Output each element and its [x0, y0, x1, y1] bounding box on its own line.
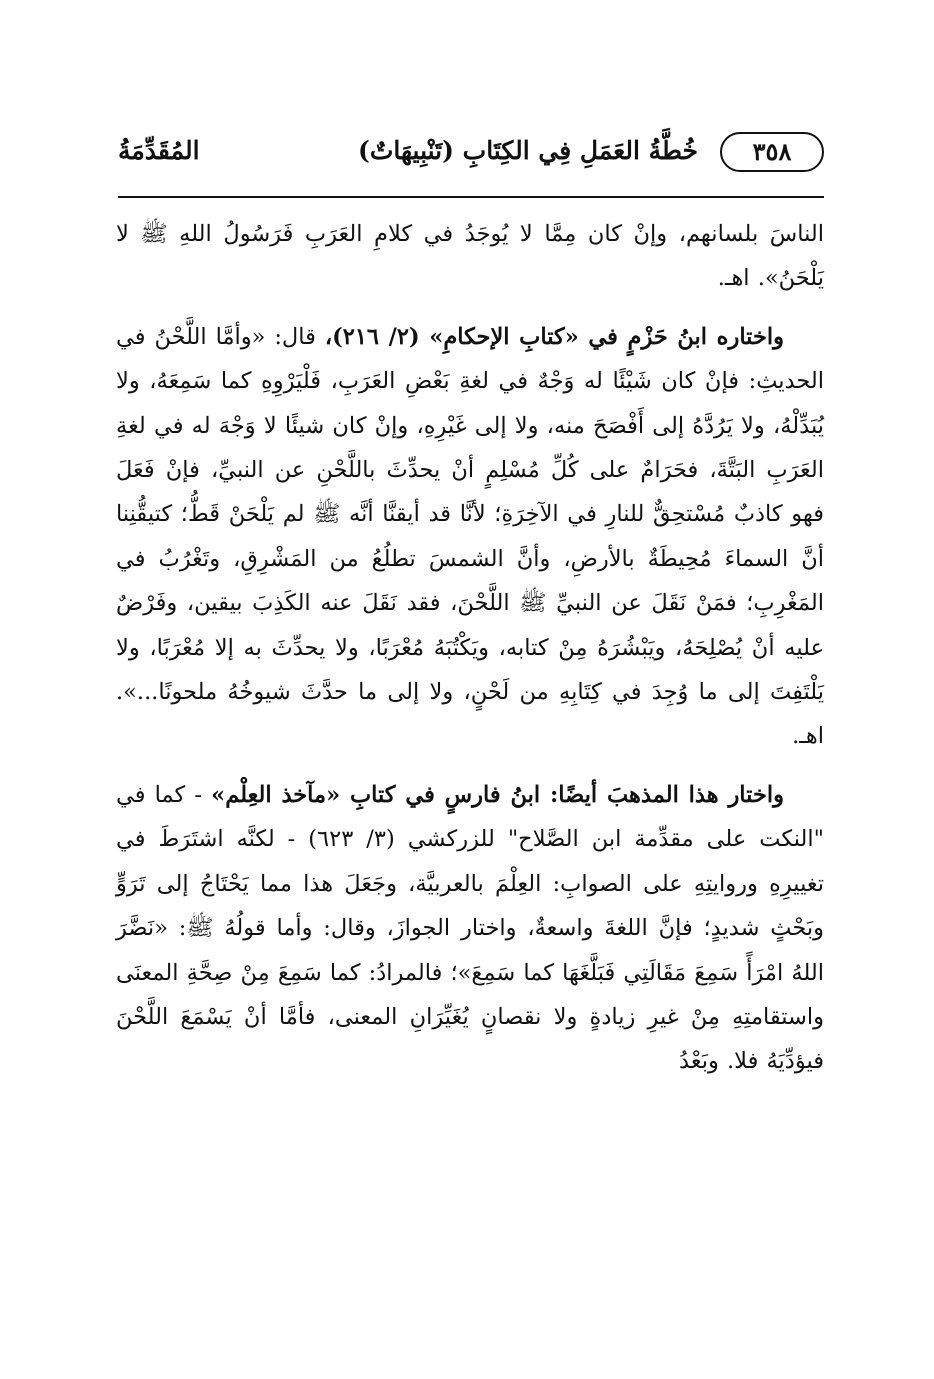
- paragraph-3-text: - كما في "النكت على مقدِّمة ابن الصَّلاح" للزركشي (٣/ ٦٢٣) - لكنَّه اشتَرَطَ في تغييرِهِ وروايتِهِ على الصوابِ: العِلْمَ بالعربيَّة، وجَعَلَ هذا مما يَحْتَاجُ إلى تَرَوٍّ وبَحْثٍ شديدٍ؛ فإنَّ اللغةَ واسعةٌ، واختار الجوازَ، وقال: وأما قولُهُ ﷺ: «نَضَّرَ اللهُ امْرَأً سَمِعَ مَقَالَتِي فَبَلَّغَهَا كما سَمِعَ»؛ فالمرادُ: كما سَمِعَ مِنْ صِحَّةِ المعنَى واستقامتِهِ مِنْ غيرِ زيادةٍ ولا نقصانٍ يُغَيِّرَانِ المعنى، فأمَّا أنْ يَسْمَعَ اللَّحْنَ فيؤدِّيَهُ فلا. وبَعْدُ: [116, 781, 825, 1075]
- paragraph-2: [116, 315, 824, 759]
- page-number: ٣٥٨: [720, 132, 824, 172]
- book-title: خُطَّةُ العَمَلِ فِي الكِتَابِ (تَنْبِيهَاتٌ): [358, 136, 698, 165]
- paragraph-3: [116, 773, 824, 1084]
- paragraph-1: [116, 212, 824, 301]
- paragraph-2-lead: واختاره ابنُ حَزْمٍ في «كتابِ الإحكامِ» (٢/ ٢١٦)،: [324, 323, 784, 350]
- paragraph-3-lead: واختار هذا المذهبَ أيضًا: ابنُ فارسٍ في كتابِ «مآخذ العِلْم»: [211, 781, 784, 808]
- section-name: المُقَدِّمَةُ: [118, 136, 200, 165]
- paragraph-1-text: الناسَ بلسانهم، وإنْ كان مِمَّا لا يُوجَدُ في كلامِ العَرَبِ فَرَسُولُ اللهِ ﷺ لا يَلْحَنُ». اهـ.: [116, 221, 824, 292]
- main-text: [116, 212, 824, 1084]
- paragraph-2-text: قال: «وأمَّا اللَّحْنُ في الحديثِ: فإنْ كان شَيْئًا له وَجْهٌ في لغةِ بَعْضِ العَرَبِ، فَلْيَرْوِهِ كما سَمِعَهُ، ولا يُبَدِّلْهُ، ولا يَرُدَّهُ إلى أَفْصَحَ منه، ولا إلى غَيْرِهِ، وإنْ كان شيئًا لا وَجْهَ له في لغةِ العَرَبِ البَتَّةَ، فحَرَامٌ على كُلِّ مُسْلِمٍ أنْ يحدِّثَ باللَّحْنِ عن النبيِّ، فإنْ فَعَلَ فهو كاذبٌ مُسْتحِقٌّ للنارِ في الآخِرَةِ؛ لأنَّا قد أيقنَّا أنَّه ﷺ لم يَلْحَنْ قَطُّ؛ كتيقُّنِنا أنَّ السماءَ مُحِيطَةٌ بالأرضِ، وأنَّ الشمسَ تطلُعُ من المَشْرِقِ، وتَغْرُبُ في المَغْرِبِ؛ فمَنْ نَقَلَ عن النبيِّ ﷺ اللَّحْنَ، فقد نَقَلَ عنه الكَذِبَ بيقين، وفَرْضٌ عليه أنْ يُصْلِحَهُ، ويَبْشُرَهُ مِنْ كتابه، ويَكْتُبَهُ مُعْرَبًا، ولا يحدِّثَ به إلا مُعْرَبًا، ولا يَلْتَفِتَ إلى ما وُجِدَ في كِتَابِهِ من لَحْنٍ، ولا إلى ما حدَّثَ شيوخُهُ ملحونًا...». اهـ.: [116, 323, 824, 750]
- header-divider: [118, 196, 824, 198]
- running-header: [118, 128, 824, 184]
